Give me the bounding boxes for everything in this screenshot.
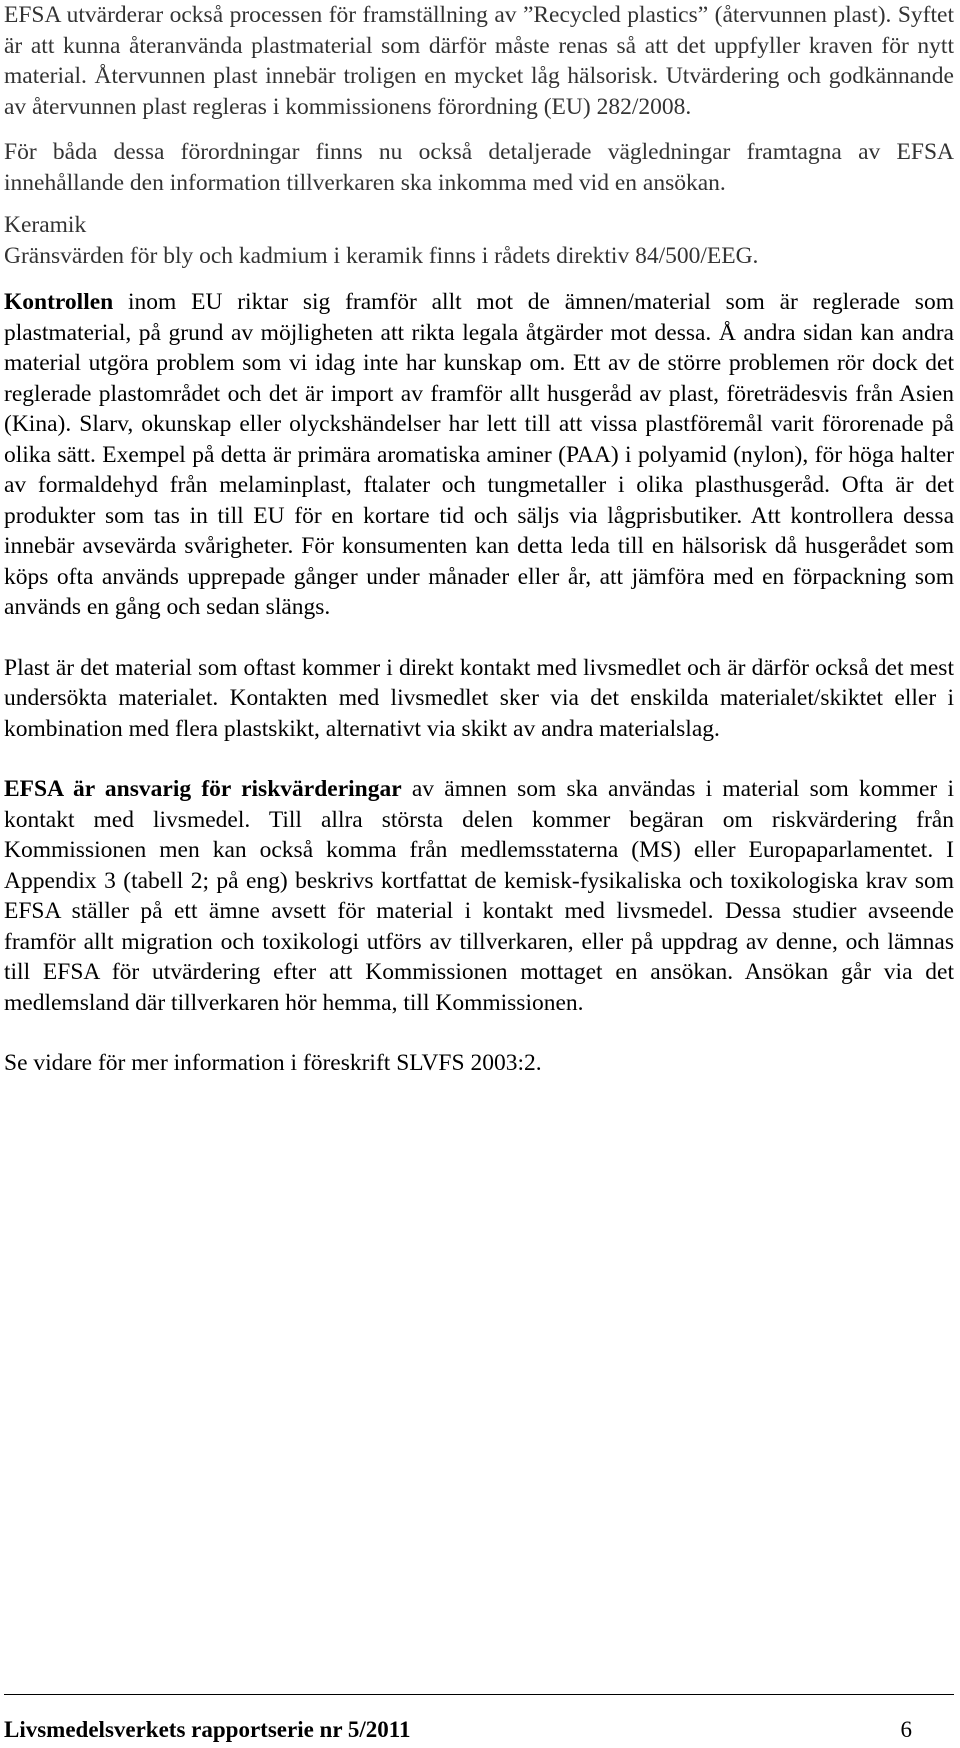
section-heading-keramik: Keramik — [4, 212, 87, 238]
paragraph-plast: Plast är det material som oftast kommer i direkt kontakt med livsmedlet och är därför också det mest undersökta materialet. Kontakten med livsmedlet sker via det enskilda materialet/skiktet eller i kombination med flera plastskikt, alternativt via skikt av andra materialslag. — [4, 654, 954, 742]
paragraph-se-vidare: Se vidare för mer information i föreskrift SLVFS 2003:2. — [4, 1050, 542, 1076]
document-page — [4, 0, 954, 1079]
paragraph-kontroll — [4, 287, 954, 623]
paragraph-efsa-body: av ämnen som ska användas i material som kommer i kontakt med livsmedel. Till allra största delen kommer begäran om riskvärdering från Kommissionen men kan också komma från medlemsstaterna (MS) eller Europaparlamentet. I Appendix 3 (tabell 2; på eng) beskrivs kortfattat de kemisk-fysikaliska och toxikologiska krav som EFSA ställer på ett ämne avsett för material i kontakt med livsmedel. Dessa studier avseende framför allt migration och toxikologi utförs av tillverkaren, eller på uppdrag av denne, och lämnas till EFSA för utvärdering efter att Kommissionen mottaget en ansökan. Ansökan går via det medlemsland där tillverkaren hör hemma, till Kommissionen. — [4, 776, 954, 1016]
paragraph-kontroll-lead: Kontrollen — [4, 289, 114, 315]
paragraph-guidance: För båda dessa förordningar finns nu också detaljerade vägledningar framtagna av EFSA innehållande den information tillverkaren ska inkomma med vid en ansökan. — [4, 139, 954, 196]
paragraph-efsa-lead: EFSA är ansvarig för riskvärderingar — [4, 776, 402, 802]
footer-report-series: Livsmedelsverkets rapportserie nr 5/2011 — [4, 1717, 411, 1742]
paragraph-keramik: Gränsvärden för bly och kadmium i keramik finns i rådets direktiv 84/500/EEG. — [4, 242, 759, 269]
page-number: 6 — [900, 1717, 912, 1742]
paragraph-kontroll-body: inom EU riktar sig framför allt mot de ämnen/material som är reglerade som plastmaterial, på grund av möjligheten att rikta legala åtgärder mot dessa. Å andra sidan kan andra material utgöra problem som vi idag inte har kunskap om. Ett av de större problemen rör dock det reglerade plastområdet och det är import av framför allt husgeråd av plast, företrädesvis från Asien (Kina). Slarv, okunskap eller olyckshändelser har lett till att vissa plastföremål varit förorenade på olika sätt. Exempel på detta är primära aromatiska aminer (PAA) i polyamid (nylon), för höga halter av formaldehyd från melaminplast, ftalater och tungmetaller i olika plasthusgeråd. Ofta är det produkter som tas in till EU för en kortare tid och säljs via lågprisbutiker. Att kontrollera dessa innebär avsevärda svårigheter. För konsumenten kan detta leda till en hälsorisk då husgerådet som köps ofta används upprepade gånger under månader eller år, att jämföra med en förpackning som används en gång och sedan slängs. — [4, 289, 954, 620]
paragraph-recycled-plastics: EFSA utvärderar också processen för framställning av ”Recycled plastics” (återvunnen plast). Syftet är att kunna återanvända plastmaterial som därför måste renas så att det uppfyller kraven för nytt material. Återvunnen plast innebär troligen en mycket låg hälsorisk. Utvärdering och godkännande av återvunnen plast regleras i kommissionens förordning (EU) 282/2008. — [4, 2, 954, 120]
page-footer — [4, 1694, 954, 1742]
paragraph-efsa — [4, 774, 954, 1018]
